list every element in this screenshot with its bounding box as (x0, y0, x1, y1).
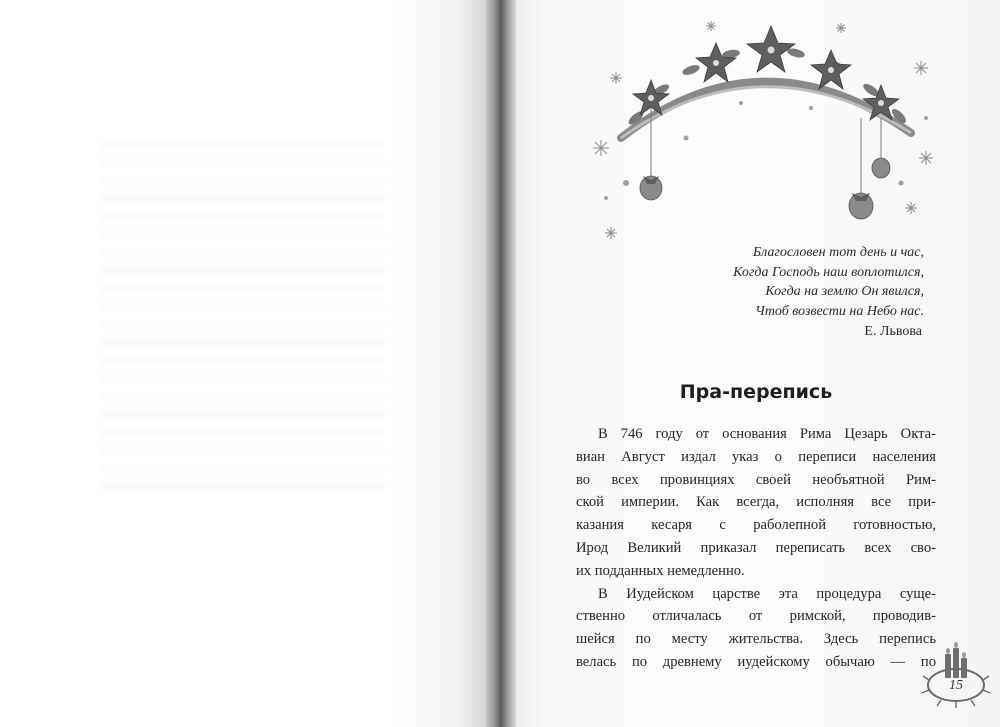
chapter-body (576, 423, 936, 674)
text-line: ской империи. Как всегда, исполняя все при- (576, 494, 936, 511)
text-line: казания кесаря с раболепной готовностью, (576, 517, 936, 534)
christmas-garland-icon (581, 8, 941, 248)
left-page (0, 0, 492, 727)
poem-line: Чтоб возвести на Небо нас. (755, 303, 924, 319)
text-line: шейся по месту жительства. Здесь перепись (576, 631, 936, 648)
text-line: во всех провинциях своей необъятной Рим- (576, 471, 936, 488)
page-number: 15 (949, 678, 963, 693)
poem-line: Когда на землю Он явился, (765, 284, 924, 299)
show-through-text (100, 140, 385, 500)
poem-line: Когда Господь наш воплотился, (733, 264, 924, 280)
text-line: В 746 году от основания Рима Цезарь Окта- (598, 426, 936, 442)
right-page (516, 0, 1000, 727)
epigraph-poem (616, 243, 924, 342)
text-line: их подданных немедленно. (576, 562, 745, 579)
book-gutter (486, 0, 516, 727)
text-line: ственно отличалась от римской, проводив- (576, 608, 936, 625)
text-line: велась по древнему иудейскому обычаю — по (576, 653, 936, 670)
text-line: Ирод Великий приказал переписать всех сво- (576, 539, 936, 556)
poem-line: Благословен тот день и час, (752, 245, 924, 260)
page-number-badge (921, 640, 991, 720)
poem-author: Е. Львова (864, 324, 922, 339)
text-line: виан Август издал указ о переписи населения (576, 448, 936, 465)
text-line: В Иудейском царстве эта процедура суще- (598, 585, 936, 602)
chapter-title: Пра-перепись (679, 381, 833, 403)
